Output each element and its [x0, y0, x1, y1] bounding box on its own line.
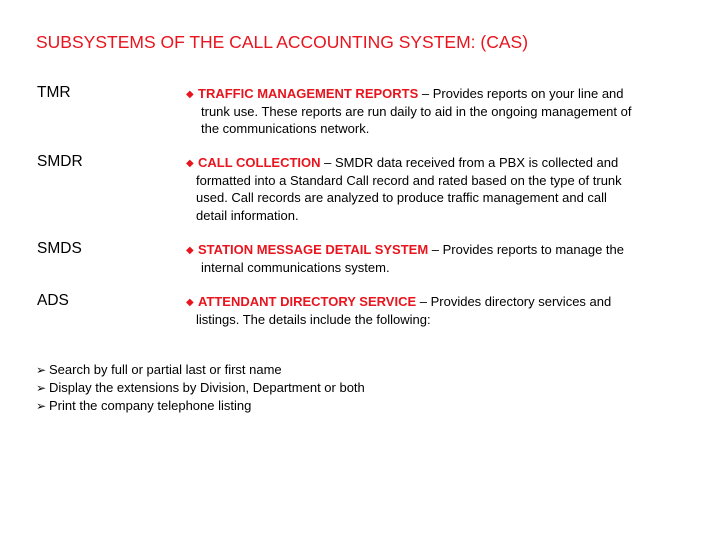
description-text: – Provides reports to manage the	[428, 242, 625, 257]
diamond-bullet-icon: ◆	[186, 89, 194, 100]
subsystem-term: TRAFFIC MANAGEMENT REPORTS	[198, 86, 419, 101]
list-item	[36, 361, 365, 379]
subsystem-description	[186, 85, 676, 138]
subsystem-description	[186, 154, 676, 224]
description-line: the communications network.	[201, 121, 370, 137]
description-line: formatted into a Standard Call record and rated based on the type of trunk	[196, 173, 622, 189]
description-line: listings. The details include the following:	[196, 312, 431, 328]
subsystem-term: CALL COLLECTION	[198, 155, 321, 170]
description-line: used. Call records are analyzed to produce traffic management and call	[196, 190, 607, 206]
description-line: trunk use. These reports are run daily to aid in the ongoing management of	[201, 104, 632, 120]
subsystem-description	[186, 241, 676, 276]
subsystem-abbr: ADS	[37, 292, 69, 309]
list-item	[36, 379, 365, 397]
subsystem-description	[186, 293, 676, 328]
list-item-text: Print the company telephone listing	[49, 398, 252, 414]
subsystem-abbr: TMR	[37, 84, 71, 101]
subsystem-abbr: SMDS	[37, 240, 82, 257]
subsystem-abbr: SMDR	[37, 153, 83, 170]
diamond-bullet-icon: ◆	[186, 158, 194, 169]
description-first-line	[186, 85, 676, 103]
diamond-bullet-icon: ◆	[186, 297, 194, 308]
arrow-bullet-icon: ➢	[36, 399, 47, 414]
description-text: – SMDR data received from a PBX is collected and	[320, 155, 619, 170]
list-item-text: Search by full or partial last or first name	[49, 362, 282, 377]
list-item-text: Display the extensions by Division, Department or both	[49, 380, 365, 396]
description-first-line	[186, 154, 676, 172]
description-line: detail information.	[196, 207, 299, 223]
arrow-bullet-icon: ➢	[36, 363, 47, 377]
description-line: internal communications system.	[201, 260, 390, 276]
feature-list	[36, 361, 365, 416]
description-text: – Provides reports on your line and	[418, 86, 624, 101]
description-first-line	[186, 293, 676, 311]
subsystem-term: STATION MESSAGE DETAIL SYSTEM	[198, 242, 429, 257]
list-item	[36, 397, 365, 415]
subsystem-term: ATTENDANT DIRECTORY SERVICE	[198, 294, 417, 309]
description-text: – Provides directory services and	[416, 294, 612, 309]
slide-title: SUBSYSTEMS OF THE CALL ACCOUNTING SYSTEM: (CAS)	[36, 32, 529, 52]
description-first-line	[186, 241, 676, 259]
diamond-bullet-icon: ◆	[186, 245, 194, 256]
arrow-bullet-icon: ➢	[36, 381, 47, 396]
